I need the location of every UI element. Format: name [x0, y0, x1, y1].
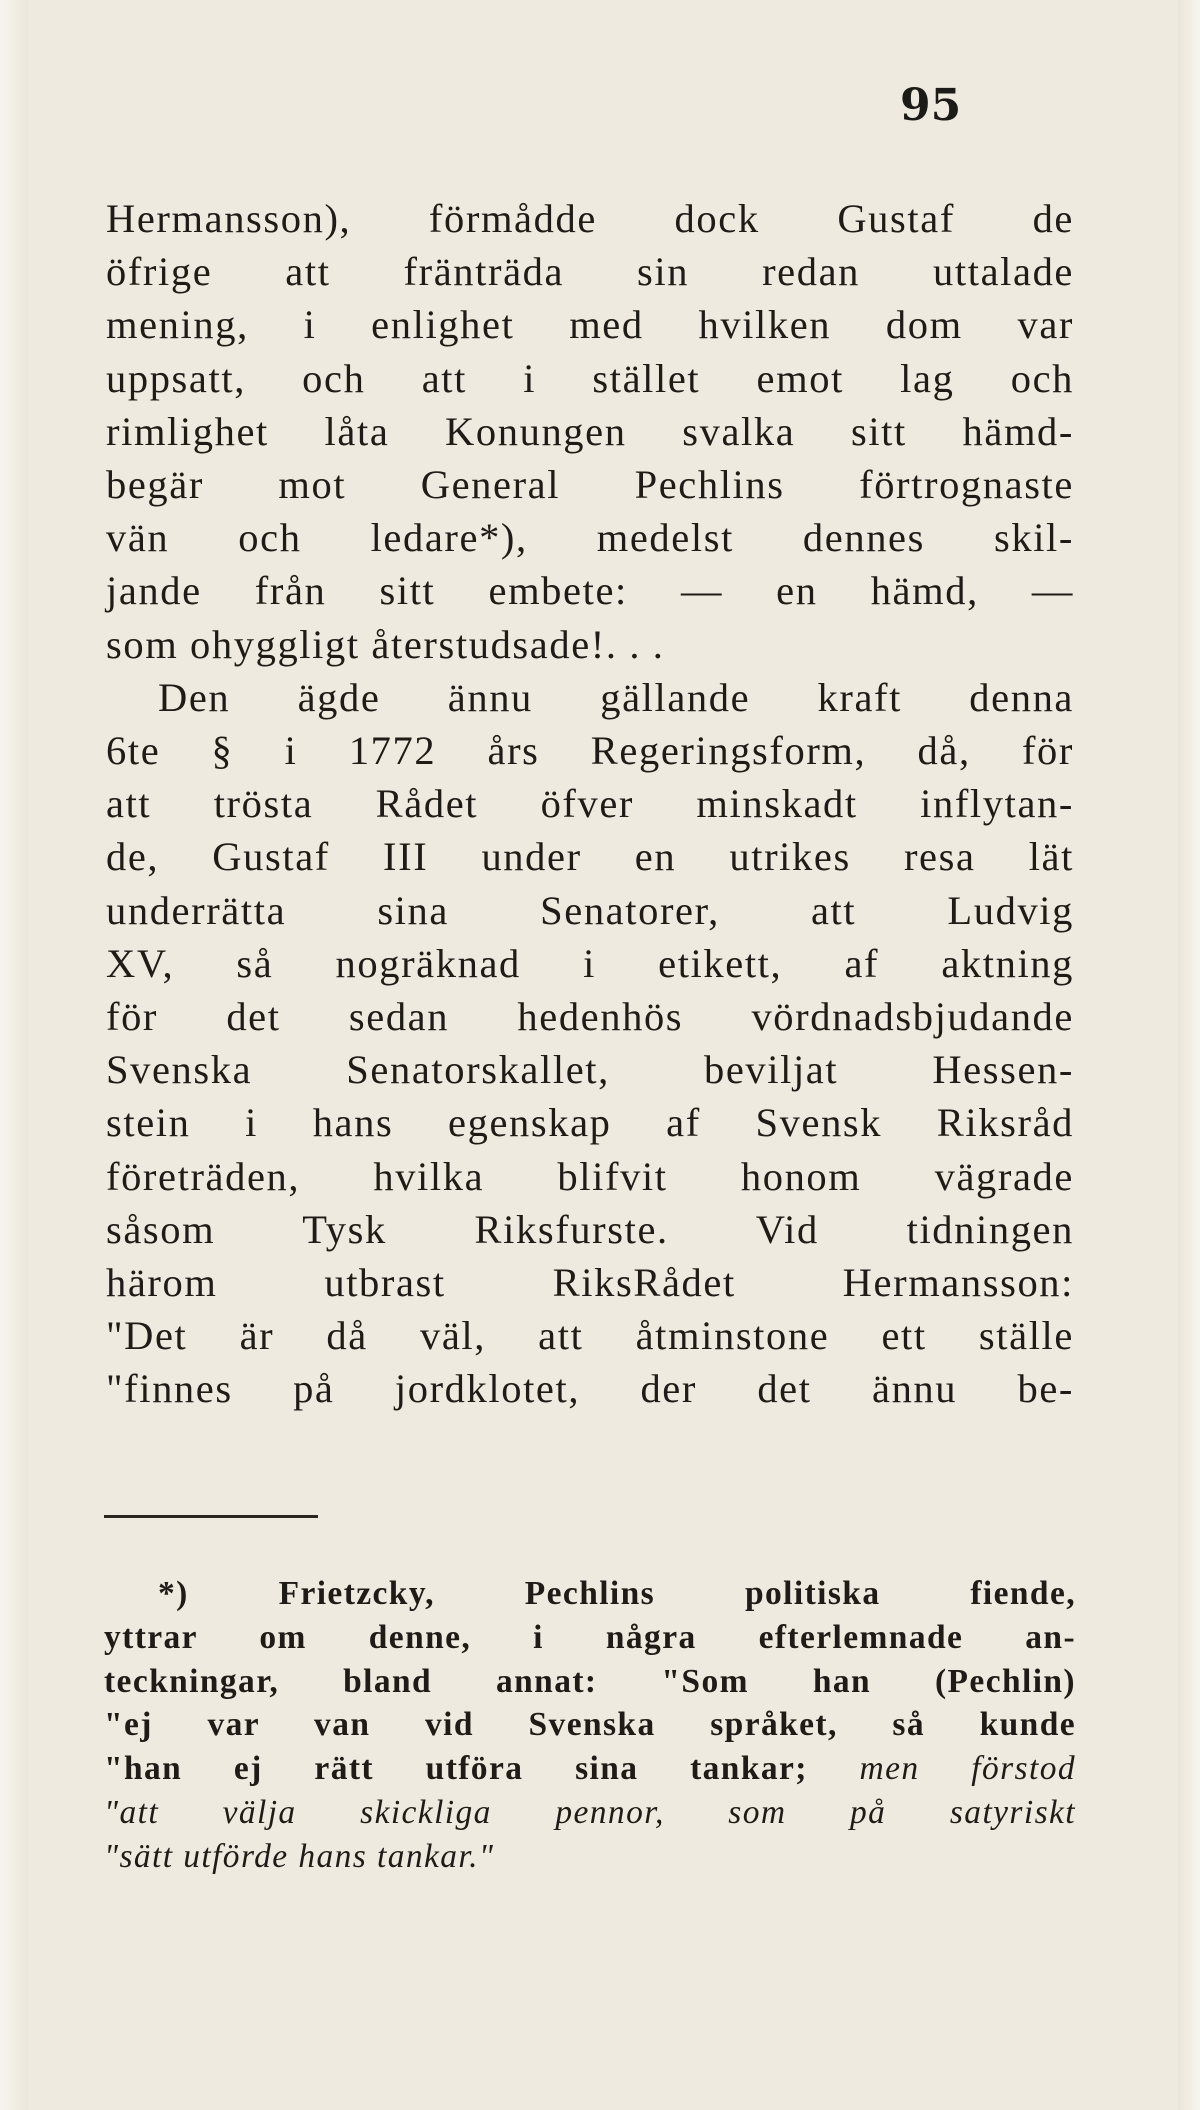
footnote-line: yttrar om denne, i några efterlemnade an- [104, 1618, 1076, 1656]
body-line: mening, i enlighet med hvilken dom var [106, 302, 1074, 348]
page-edge-left [0, 0, 28, 2110]
body-line: härom utbrast RiksRådet Hermansson: [106, 1260, 1074, 1306]
body-line: stein i hans egenskap af Svensk Riksråd [106, 1100, 1074, 1146]
footnote-italic-text: men förstod [859, 1750, 1076, 1788]
body-line: såsom Tysk Riksfurste. Vid tidningen [106, 1206, 1074, 1252]
body-line: "Det är då väl, att åtminstone ett ställe [106, 1313, 1074, 1359]
body-line: "finnes på jordklotet, der det ännu be- [106, 1366, 1074, 1412]
body-line: som ohyggligt återstudsade!. . . [106, 621, 665, 667]
paragraph-start-line: Den ägde ännu gällande kraft denna [158, 674, 1074, 720]
footnote-roman-text: "han ej rätt utföra sina tankar; [104, 1750, 860, 1788]
body-line: rimlighet låta Konungen svalka sitt hämd- [106, 408, 1074, 454]
footnote-line: teckningar, bland annat: "Som han (Pechlin) [104, 1662, 1076, 1700]
body-line: jande från sitt embete: — en hämd, — [106, 568, 1074, 614]
footnote-line: "ej var van vid Svenska språket, så kunde [104, 1706, 1076, 1744]
footnote-line: *) Frietzcky, Pechlins politiska fiende, [158, 1575, 1076, 1612]
page-edge-right [1178, 0, 1200, 2110]
body-line: 6te § i 1772 års Regeringsform, då, för [106, 728, 1074, 774]
body-line: att trösta Rådet öfver minskadt inflytan- [106, 781, 1074, 827]
body-line: vän och ledare*), medelst dennes skil- [106, 515, 1074, 561]
page-number: 95 [900, 80, 962, 131]
body-line: underrätta sina Senatorer, att Ludvig [106, 887, 1074, 933]
body-text [106, 192, 1074, 1416]
footnote-separator-rule [104, 1515, 318, 1518]
body-line: Hermansson), förmådde dock Gustaf de [106, 196, 1074, 241]
body-line: uppsatt, och att i stället emot lag och [106, 355, 1074, 401]
body-line: för det sedan hedenhös vördnadsbjudande [106, 994, 1074, 1040]
body-line: öfrige att fränträda sin redan uttalade [106, 249, 1074, 295]
footnote [104, 1572, 1076, 1879]
body-line: begär mot General Pechlins förtrognaste [106, 462, 1074, 508]
footnote-italic-line: "att välja skickliga pennor, som på satyriskt [104, 1793, 1076, 1831]
footnote-italic-line: "sätt utförde hans tankar." [104, 1837, 495, 1875]
body-line: XV, så nogräknad i etikett, af aktning [106, 940, 1074, 986]
footnote-line [104, 1747, 1076, 1791]
body-line: de, Gustaf III under en utrikes resa lät [106, 834, 1074, 880]
body-line: företräden, hvilka blifvit honom vägrade [106, 1153, 1074, 1199]
body-line: Svenska Senatorskallet, beviljat Hessen- [106, 1047, 1074, 1093]
